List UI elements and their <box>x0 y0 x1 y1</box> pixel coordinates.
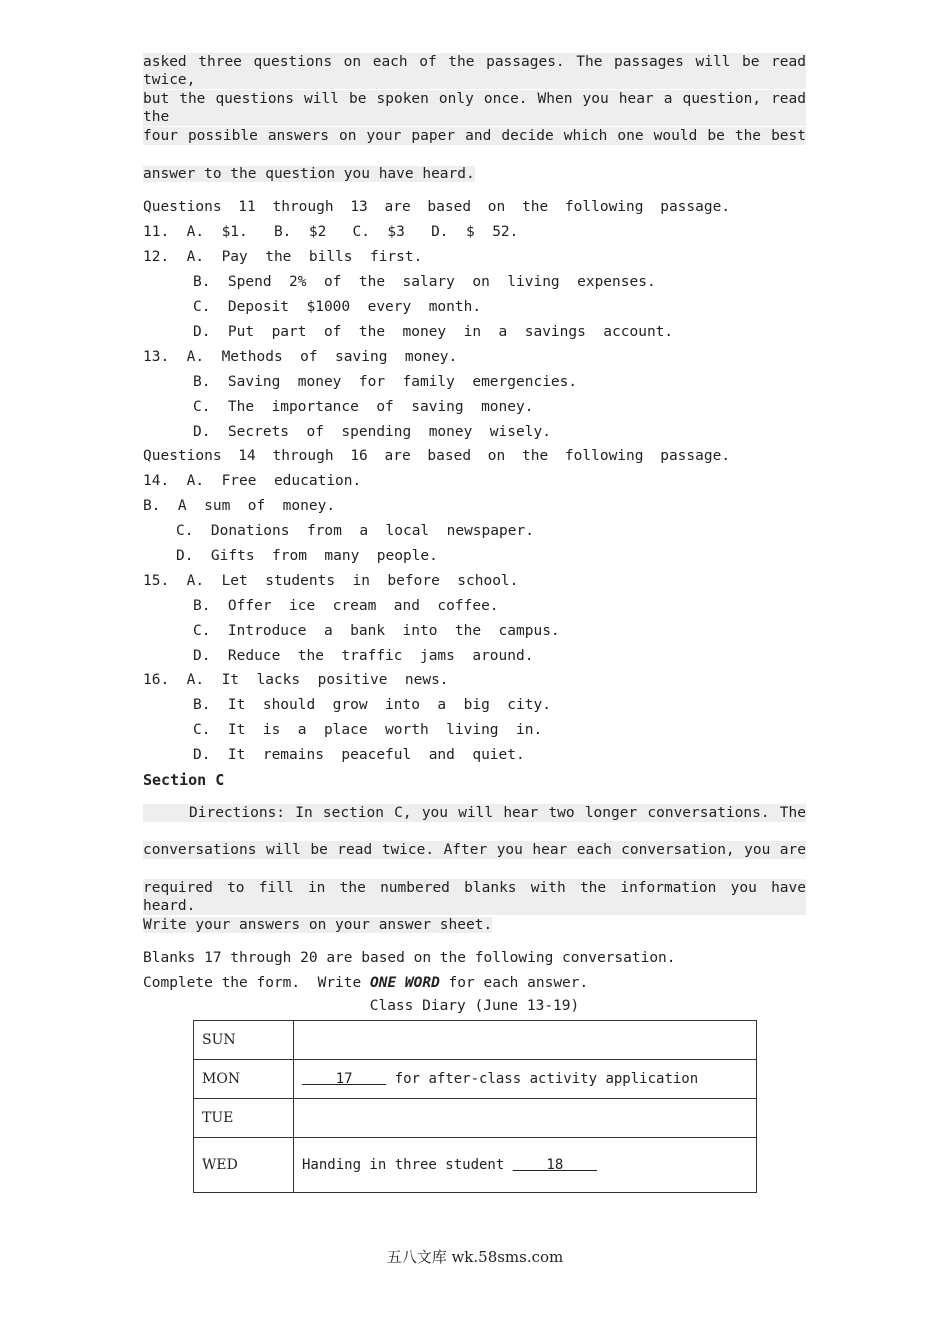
directions-line-3-text: required to fill in the numbered blanks with the information you have heard. <box>143 880 806 914</box>
question-14-c: C. Donations from a local newspaper. <box>176 523 534 539</box>
question-16-c: C. It is a place worth living in. <box>193 722 543 738</box>
question-12-b: B. Spend 2% of the salary on living expenses. <box>193 274 656 290</box>
entry-cell <box>294 1099 757 1138</box>
complete-form-instruction <box>143 974 588 992</box>
answer-blank-18[interactable]: 18 <box>512 1157 598 1173</box>
instruction-suffix: for each answer. <box>439 975 589 991</box>
question-13-a: 13. A. Methods of saving money. <box>143 349 458 365</box>
class-diary-title: Class Diary (June 13-19) <box>369 998 580 1014</box>
day-cell: WED <box>194 1138 294 1193</box>
entry-text: Handing in three student <box>302 1157 513 1173</box>
question-14-a: 14. A. Free education. <box>143 473 362 489</box>
answer-blank-17[interactable]: 17 <box>302 1071 387 1087</box>
intro-line-4 <box>143 165 475 183</box>
table-row <box>194 1099 757 1138</box>
directions-line-4-text: Write your answers on your answer sheet. <box>143 917 493 933</box>
day-cell: TUE <box>194 1099 294 1138</box>
directions-line-4 <box>143 916 492 934</box>
intro-line-1-text: asked three questions on each of the passages. The passages will be read twice, <box>143 54 806 88</box>
intro-line-3-text: four possible answers on your paper and decide which one would be the best <box>143 128 806 144</box>
question-15-c: C. Introduce a bank into the campus. <box>193 623 560 639</box>
one-word-emphasis: ONE WORD <box>369 975 440 991</box>
questions-11-13-header: Questions 11 through 13 are based on the following passage. <box>143 199 731 215</box>
class-diary-table <box>193 1020 757 1193</box>
entry-cell <box>294 1021 757 1060</box>
intro-line-1 <box>143 53 806 89</box>
question-16-b: B. It should grow into a big city. <box>193 697 551 713</box>
question-13-b: B. Saving money for family emergencies. <box>193 374 578 390</box>
question-12-c: C. Deposit $1000 every month. <box>193 299 482 315</box>
question-14-b: B. A sum of money. <box>143 498 336 514</box>
question-15-d: D. Reduce the traffic jams around. <box>193 648 534 664</box>
section-c-heading: Section C <box>143 771 225 789</box>
blanks-17-20-line: Blanks 17 through 20 are based on the following conversation. <box>143 950 676 966</box>
entry-cell <box>294 1138 757 1193</box>
instruction-prefix: Complete the form. Write <box>143 975 370 991</box>
question-12-d: D. Put part of the money in a savings account. <box>193 324 674 340</box>
directions-line-3 <box>143 879 806 915</box>
table-row <box>194 1138 757 1193</box>
question-15-b: B. Offer ice cream and coffee. <box>193 598 499 614</box>
footer-watermark: 五八文库 wk.58sms.com <box>386 1248 564 1266</box>
question-13-d: D. Secrets of spending money wisely. <box>193 424 551 440</box>
day-cell: SUN <box>194 1021 294 1060</box>
intro-line-2 <box>143 90 806 126</box>
question-16-d: D. It remains peaceful and quiet. <box>193 747 525 763</box>
question-11: 11. A. $1. B. $2 C. $3 D. $ 52. <box>143 224 519 240</box>
table-row <box>194 1021 757 1060</box>
directions-line-2-text: conversations will be read twice. After you hear each conversation, you are <box>143 842 806 858</box>
entry-cell <box>294 1060 757 1099</box>
directions-line-1-text: Directions: In section C, you will hear two longer conversations. The <box>143 804 806 822</box>
intro-line-4-text: answer to the question you have heard. <box>143 166 475 182</box>
day-cell: MON <box>194 1060 294 1099</box>
intro-line-3 <box>143 127 806 145</box>
question-12-a: 12. A. Pay the bills first. <box>143 249 423 265</box>
directions-line-2 <box>143 841 806 859</box>
intro-line-2-text: but the questions will be spoken only once. When you hear a question, read the <box>143 91 806 125</box>
questions-14-16-header: Questions 14 through 16 are based on the following passage. <box>143 448 731 464</box>
question-15-a: 15. A. Let students in before school. <box>143 573 519 589</box>
question-16-a: 16. A. It lacks positive news. <box>143 672 449 688</box>
question-13-c: C. The importance of saving money. <box>193 399 534 415</box>
table-row <box>194 1060 757 1099</box>
question-14-d: D. Gifts from many people. <box>176 548 438 564</box>
entry-text: for after-class activity application <box>386 1071 699 1087</box>
directions-line-1 <box>143 804 806 822</box>
